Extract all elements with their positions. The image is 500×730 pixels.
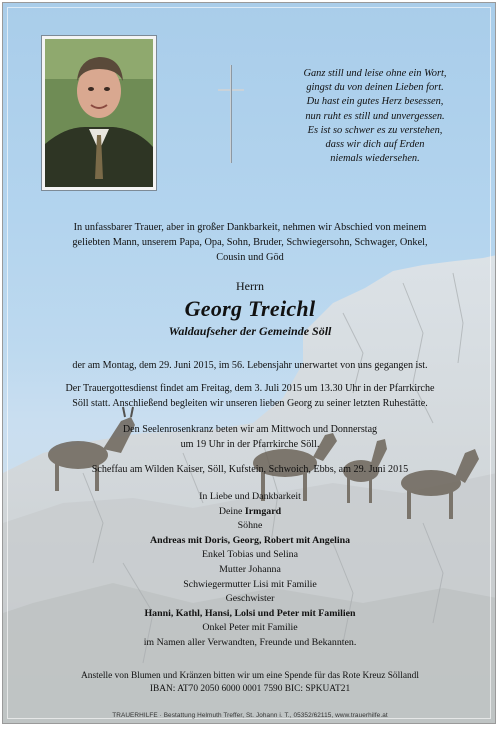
poem-line: Es ist so schwer es zu verstehen, — [307, 124, 443, 136]
intro-line: geliebten Mann, unserem Papa, Opa, Sohn, Bruder, Schwiegersohn, Schwager, Onkel, — [72, 237, 428, 249]
rosary-info — [3, 423, 496, 453]
rosary-line: Den Seelenrosenkranz beten wir am Mittwoch und Donnerstag — [122, 424, 378, 435]
funeral-line: Der Trauergottesdienst findet am Freitag, dem 3. Juli 2015 um 13.30 Uhr in der Pfarrkirche — [65, 383, 435, 394]
sons-label: Söhne — [237, 520, 263, 532]
funeral-info — [3, 382, 496, 412]
wife-line — [3, 505, 496, 520]
memorial-poem — [265, 67, 485, 166]
honorific: Herrn — [236, 279, 264, 293]
mother-in-law-line: Schwiegermutter Lisi mit Familie — [183, 578, 317, 590]
grandchildren-line: Enkel Tobias und Selina — [202, 549, 298, 561]
donation-line: Anstelle von Blumen und Kränzen bitten wir um eine Spende für das Rote Kreuz Söllandl — [81, 671, 419, 681]
place-date — [3, 463, 496, 478]
intro-paragraph — [3, 220, 496, 266]
funeral-line: Söll statt. Anschließend begleiten wir unseren lieben Georg zu seiner letzten Ruhestätte. — [72, 397, 428, 409]
place-date-line: Scheffau am Wilden Kaiser, Söll, Kufstein, Schwoich, Ebbs, am 29. Juni 2015 — [91, 464, 409, 475]
mother-line: Mutter Johanna — [219, 563, 281, 575]
poem-line: niemals wiedersehen. — [330, 153, 420, 165]
relatives-line: im Namen aller Verwandten, Freunde und Bekannten. — [143, 636, 357, 648]
poem-line: Ganz still und leise ohne ein Wort, — [303, 68, 447, 79]
intro-line: Cousin und Göd — [216, 252, 284, 264]
portrait-photo-image — [45, 39, 153, 187]
mourners-list — [3, 490, 496, 651]
sons-line — [3, 534, 496, 549]
poem-line: gingst du von deinen Lieben fort. — [306, 82, 444, 94]
wife-prefix: Deine — [218, 505, 245, 517]
death-statement-line: der am Montag, dem 29. Juni 2015, im 56. Lebensjahr unerwartet von uns gegangen ist. — [72, 360, 428, 371]
siblings-label: Geschwister — [225, 593, 275, 605]
poem-line: nun ruht es still und unvergessen. — [305, 110, 445, 122]
donation-request — [3, 670, 496, 696]
deceased-name: Georg Treichl — [184, 296, 316, 321]
obituary-notice — [2, 2, 496, 724]
wife-name: Irmgard — [244, 505, 282, 517]
sons-names: Andreas mit Doris, Georg, Robert mit Angelina — [149, 534, 351, 546]
death-statement — [3, 359, 496, 374]
siblings-line — [3, 607, 496, 622]
intro-line: In unfassbarer Trauer, aber in großer Dankbarkeit, nehmen wir Abschied von meinem — [73, 222, 427, 233]
poem-line: dass wir dich auf Erden — [325, 139, 425, 151]
cross-icon — [217, 65, 247, 165]
closing-line: In Liebe und Dankbarkeit — [199, 491, 301, 502]
portrait-photo — [45, 39, 153, 187]
bank-details: IBAN: AT70 2050 6000 0001 7590 BIC: SPKUAT21 — [149, 684, 351, 694]
siblings-names: Hanni, Kathl, Hansi, Lolsi und Peter mit Familien — [144, 607, 356, 619]
portrait-photo-frame — [41, 35, 157, 191]
rosary-line: um 19 Uhr in der Pfarrkirche Söll. — [180, 438, 320, 450]
funeral-home-footer: TRAUERHILFE · Bestattung Helmuth Treffer, St. Johann i. T., 05352/62115, www.trauerhilfe.at — [112, 712, 388, 719]
uncle-line: Onkel Peter mit Familie — [202, 622, 298, 634]
poem-line: Du hast ein gutes Herz besessen, — [306, 96, 444, 108]
deceased-role: Waldaufseher der Gemeinde Söll — [168, 324, 332, 338]
